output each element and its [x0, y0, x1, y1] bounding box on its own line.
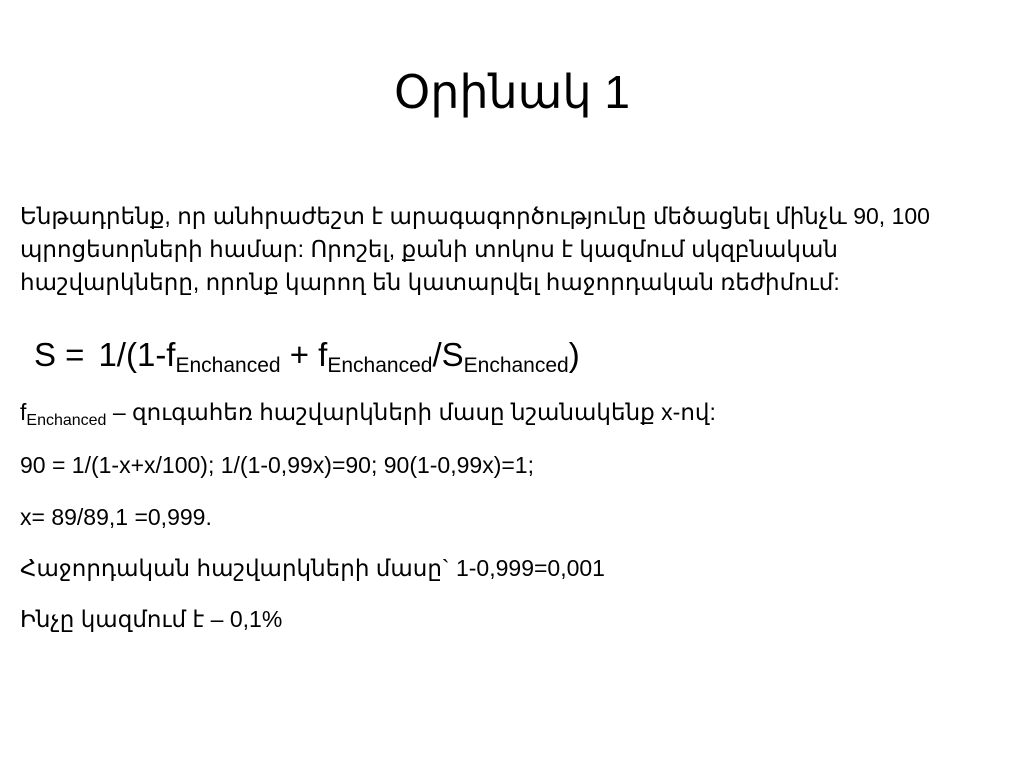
solution-line: x= 89/89,1 =0,999.	[20, 504, 212, 530]
formula-part-4: )	[568, 336, 580, 373]
definition-sub: Enchanced	[26, 412, 107, 429]
formula-sub-1: Enchanced	[175, 354, 281, 377]
formula-part-2: + f	[280, 336, 328, 373]
speedup-formula	[34, 333, 580, 377]
formula-part-1: 1/(1-f	[98, 336, 176, 373]
formula-sub-2: Enchanced	[327, 354, 433, 377]
formula-sub-3: Enchanced	[463, 354, 569, 377]
definition-var: f	[20, 399, 27, 425]
definition-line	[20, 397, 716, 427]
percent-line: Ինչը կազմում է – 0,1%	[20, 606, 283, 632]
equation-line: 90 = 1/(1-x+x/100); 1/(1-0,99x)=90; 90(1-0,99x)=1;	[20, 452, 534, 478]
definition-text: – զուգահեռ հաշվարկների մասը նշանակենք x-ով:	[106, 399, 716, 425]
slide-title: Օրինակ 1	[394, 66, 630, 118]
intro-paragraph: Ենթադրենք, որ անհրաժեշտ է արագագործությունը մեծացնել մինչև 90, 100 պրոցեսորների համար: Որոշել, քանի տոկոս է կազմում սկզբնական հաշվարկները, որոնք կարող են կատարվել հաջորդական ռեժիմում:	[20, 203, 930, 295]
formula-lhs: S =	[34, 336, 85, 373]
formula-part-3: /S	[432, 336, 464, 373]
sequential-part-line: Հաջորդական հաշվարկների մասը` 1-0,999=0,001	[20, 555, 605, 581]
